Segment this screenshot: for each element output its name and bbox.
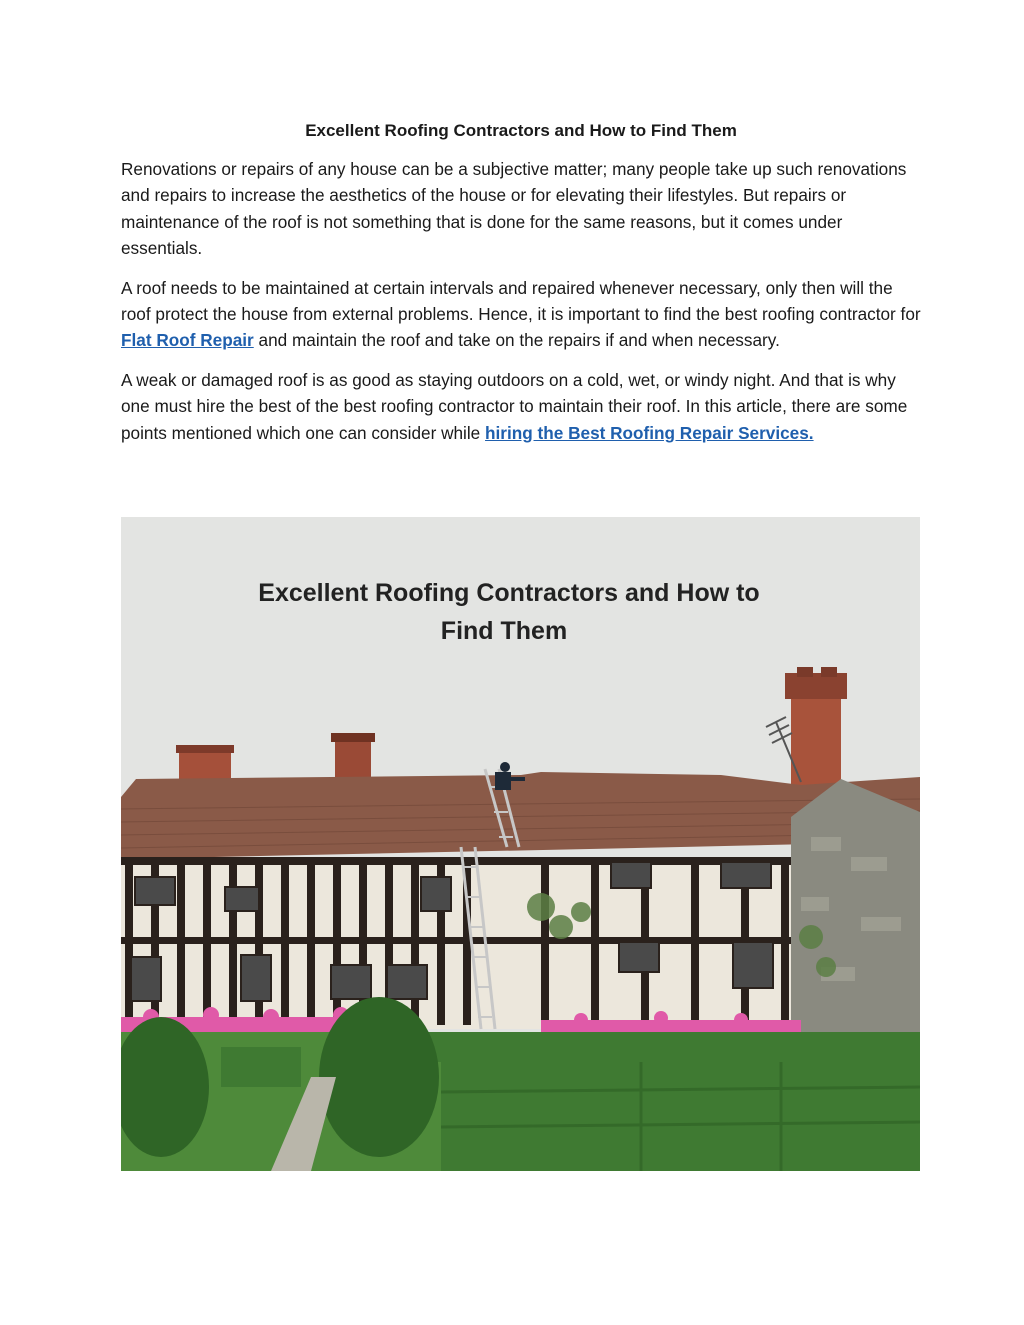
paragraph-text: A roof needs to be maintained at certain intervals and repaired whenever necessary, only then will the roof protect the house from external problems. Hence, it is important to find the best roofing contractor for: [121, 277, 921, 325]
paragraph-renovations: [121, 156, 921, 262]
paragraph-text: A weak or damaged roof is as good as staying outdoors on a cold, wet, or windy night. And that is why one must hire the best of the best roofing contractor to maintain their roof. In this article, there are some points mentioned which one can consider while: [121, 369, 908, 443]
banner-title-line2: Find Them: [440, 617, 568, 645]
document-title: Excellent Roofing Contractors and How to Find Them: [305, 121, 737, 140]
paragraph-maintenance: [121, 275, 921, 354]
banner-title-line1: Excellent Roofing Contractors and How to: [258, 579, 760, 607]
document-page: [121, 118, 921, 459]
paragraph-weak-roof: [121, 367, 921, 446]
paragraph-text: and maintain the roof and take on the repairs if and when necessary.: [253, 330, 780, 351]
roofing-repair-services-link[interactable]: hiring the Best Roofing Repair Services.: [485, 422, 814, 443]
house-roof-photo: [121, 517, 920, 1171]
flat-roof-repair-link[interactable]: Flat Roof Repair: [121, 330, 254, 351]
paragraph-text: Renovations or repairs of any house can be a subjective matter; many people take up such renovations and repairs to increase the aesthetics of the house or for elevating their lifestyles. But repairs or maintenance of the roof is not something that is done for the same reasons, but it comes under essentials.: [121, 159, 907, 259]
